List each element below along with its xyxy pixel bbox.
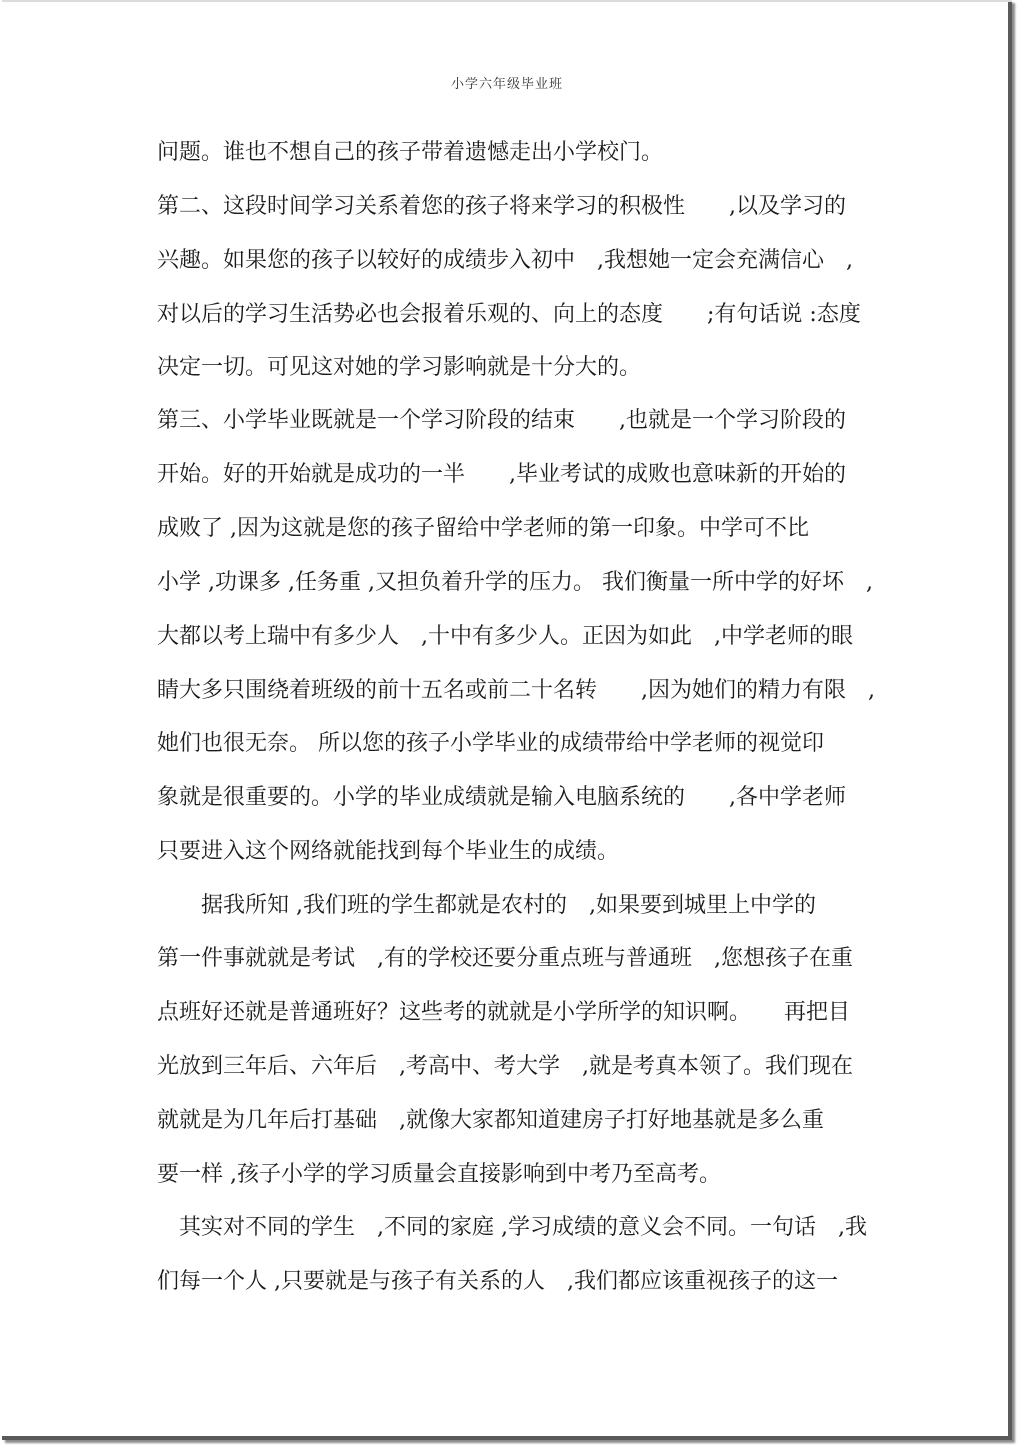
body-line: 睛大多只围绕着班级的前十五名或前二十名转 ,因为她们的精力有限 , <box>157 678 875 703</box>
body-line: 成败了 ,因为这就是您的孩子留给中学老师的第一印象。中学可不比 <box>157 516 809 541</box>
body-line: 大都以考上瑞中有多少人 ,十中有多少人。正因为如此 ,中学老师的眼 <box>157 624 853 649</box>
body-line: 光放到三年后、六年后 ,考高中、考大学 ,就是考真本领了。我们现在 <box>157 1054 853 1079</box>
body-line: 决定一切。可见这对她的学习影响就是十分大的。 <box>157 355 642 380</box>
body-line: 兴趣。如果您的孩子以较好的成绩步入初中 ,我想她一定会充满信心 , <box>157 248 853 273</box>
body-line: 要一样 ,孩子小学的学习质量会直接影响到中考乃至高考。 <box>157 1162 721 1187</box>
body-line: 其实对不同的学生 ,不同的家庭 ,学习成绩的意义会不同。一句话 ,我 <box>157 1215 867 1240</box>
body-line: 开始。好的开始就是成功的一半 ,毕业考试的成败也意味新的开始的 <box>157 462 846 487</box>
page-header: 小学六年级毕业班 <box>450 77 563 92</box>
body-line: 小学 ,功课多 ,任务重 ,又担负着升学的压力。 我们衡量一所中学的好坏 , <box>157 570 873 595</box>
body-line: 们每一个人 ,只要就是与孩子有关系的人 ,我们都应该重视孩子的这一 <box>157 1269 838 1294</box>
body-line: 第一件事就就是考试 ,有的学校还要分重点班与普通班 ,您想孩子在重 <box>157 946 853 971</box>
body-line: 她们也很无奈。 所以您的孩子小学毕业的成绩带给中学老师的视觉印 <box>157 731 824 756</box>
body-line: 第二、这段时间学习关系着您的孩子将来学习的积极性 ,以及学习的 <box>157 194 846 219</box>
body-line: 点班好还就是普通班好？这些考的就就是小学所学的知识啊。 再把目 <box>157 1000 851 1025</box>
document-page <box>2 0 1012 1440</box>
body-line: 据我所知 ,我们班的学生都就是农村的 ,如果要到城里上中学的 <box>157 893 816 918</box>
top-rule <box>2 0 1012 2</box>
body-line: 只要进入这个网络就能找到每个毕业生的成绩。 <box>157 839 620 864</box>
body-line: 象就是很重要的。小学的毕业成绩就是输入电脑系统的 ,各中学老师 <box>157 785 846 810</box>
body-line: 问题。谁也不想自己的孩子带着遗憾走出小学校门。 <box>157 140 664 165</box>
body-line: 对以后的学习生活势必也会报着乐观的、向上的态度 ;有句话说 :态度 <box>157 302 861 327</box>
body-line: 第三、小学毕业既就是一个学习阶段的结束 ,也就是一个学习阶段的 <box>157 408 846 433</box>
body-line: 就就是为几年后打基础 ,就像大家都知道建房子打好地基就是多么重 <box>157 1108 824 1133</box>
